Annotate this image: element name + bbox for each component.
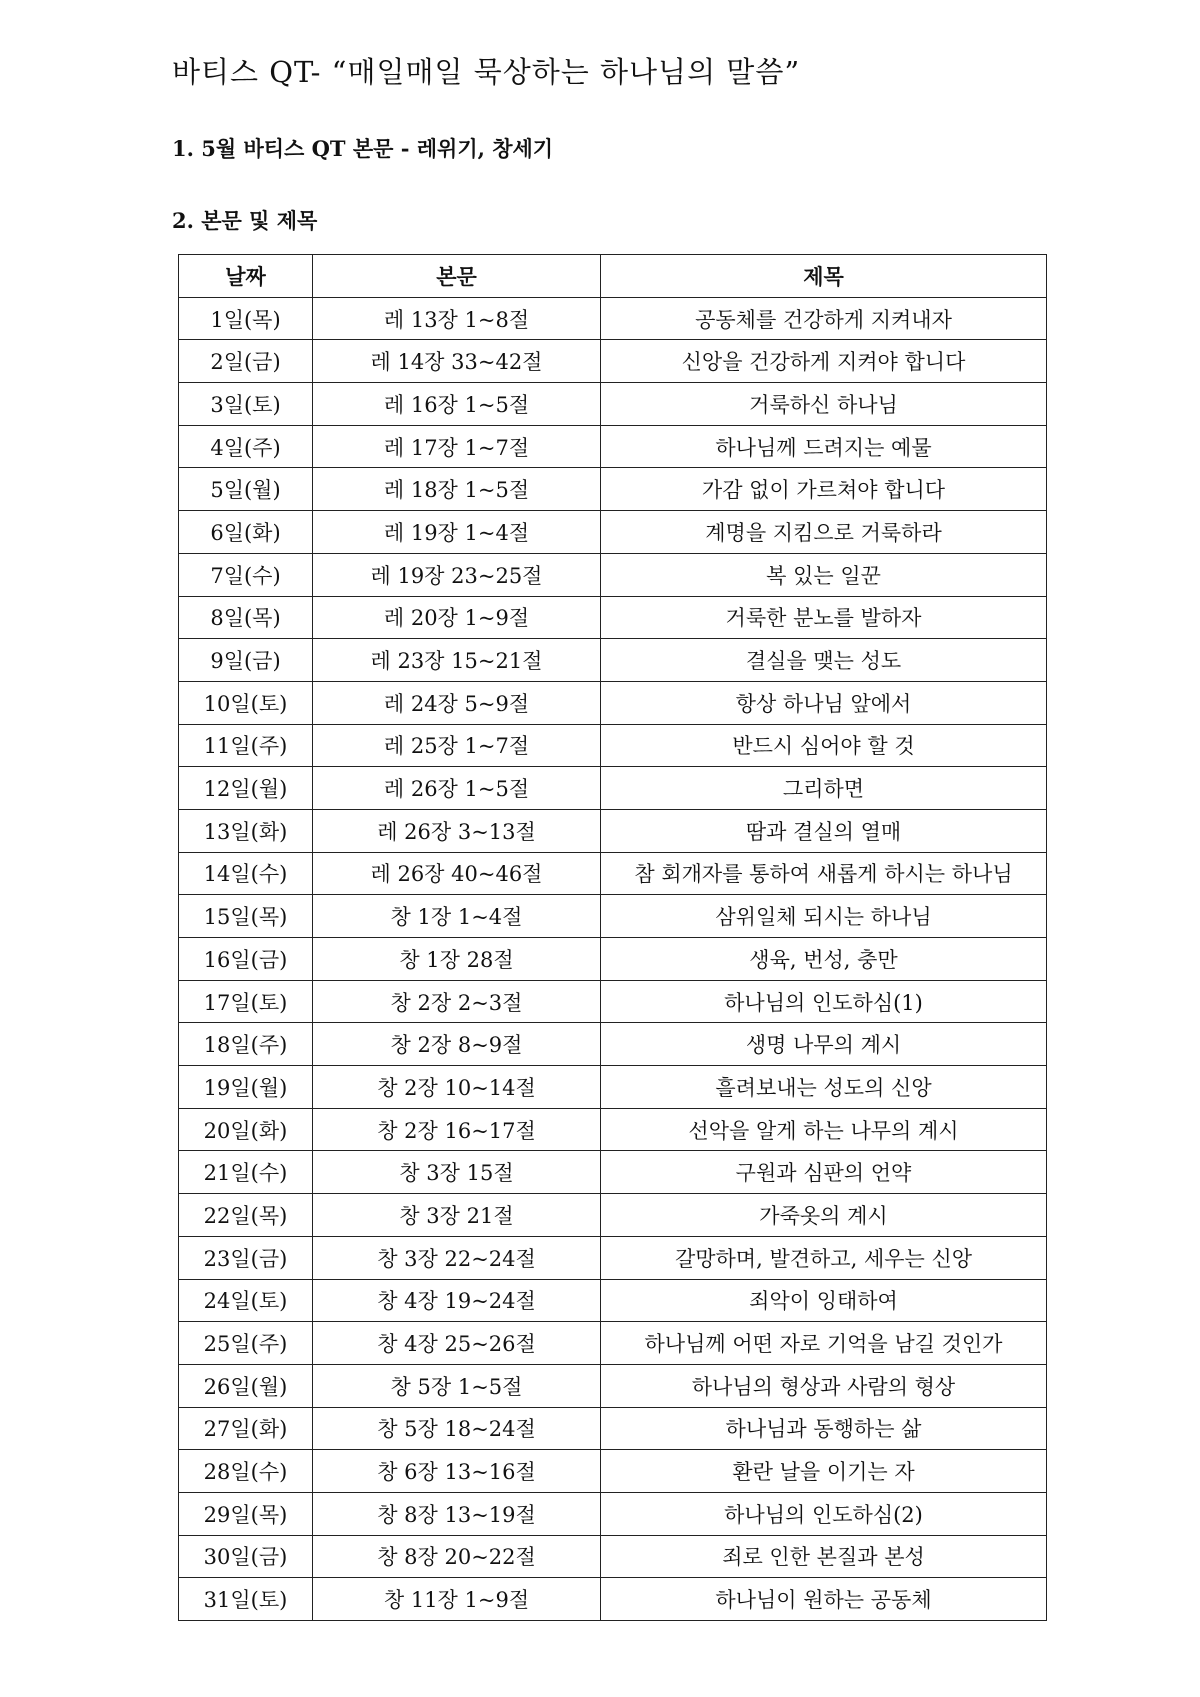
table-row	[179, 1194, 1047, 1237]
cell-title: 그리하면	[601, 767, 1047, 810]
cell-title: 구원과 심판의 언약	[601, 1151, 1047, 1194]
cell-passage: 창 3장 15절	[313, 1151, 601, 1194]
cell-passage: 레 18장 1~5절	[313, 468, 601, 511]
cell-passage: 창 2장 10~14절	[313, 1066, 601, 1109]
cell-passage: 레 13장 1~8절	[313, 297, 601, 340]
document-title: 바티스 QT- “매일매일 묵상하는 하나님의 말씀”	[172, 55, 801, 89]
cell-passage: 창 4장 25~26절	[313, 1322, 601, 1365]
table-row	[179, 468, 1047, 511]
cell-passage: 레 25장 1~7절	[313, 724, 601, 767]
cell-date: 19일(월)	[179, 1066, 313, 1109]
qt-schedule-table	[178, 254, 1047, 1621]
table-row	[179, 639, 1047, 682]
table-header-row	[179, 255, 1047, 298]
cell-date: 28일(수)	[179, 1450, 313, 1493]
table-row	[179, 1407, 1047, 1450]
table-row	[179, 724, 1047, 767]
cell-passage: 레 26장 40~46절	[313, 852, 601, 895]
cell-title: 삼위일체 되시는 하나님	[601, 895, 1047, 938]
cell-date: 20일(화)	[179, 1108, 313, 1151]
table-row	[179, 596, 1047, 639]
cell-passage: 창 11장 1~9절	[313, 1578, 601, 1621]
cell-date: 23일(금)	[179, 1236, 313, 1279]
cell-title: 결실을 맺는 성도	[601, 639, 1047, 682]
cell-title: 흘려보내는 성도의 신앙	[601, 1066, 1047, 1109]
table-row	[179, 767, 1047, 810]
table-row	[179, 383, 1047, 426]
table-row	[179, 553, 1047, 596]
section-1-heading: 1. 5월 바티스 QT 본문 - 레위기, 창세기	[172, 136, 554, 161]
cell-title: 계명을 지킴으로 거룩하라	[601, 511, 1047, 554]
cell-title: 거룩한 분노를 발하자	[601, 596, 1047, 639]
cell-passage: 레 26장 3~13절	[313, 809, 601, 852]
header-passage: 본문	[313, 255, 601, 298]
cell-passage: 창 8장 13~19절	[313, 1492, 601, 1535]
header-date: 날짜	[179, 255, 313, 298]
cell-date: 14일(수)	[179, 852, 313, 895]
cell-date: 21일(수)	[179, 1151, 313, 1194]
table-row	[179, 1151, 1047, 1194]
cell-title: 항상 하나님 앞에서	[601, 681, 1047, 724]
cell-date: 24일(토)	[179, 1279, 313, 1322]
cell-title: 땀과 결실의 열매	[601, 809, 1047, 852]
table-row	[179, 297, 1047, 340]
table-row	[179, 1450, 1047, 1493]
cell-title: 갈망하며, 발견하고, 세우는 신앙	[601, 1236, 1047, 1279]
cell-date: 8일(목)	[179, 596, 313, 639]
table-row	[179, 1066, 1047, 1109]
cell-passage: 레 19장 23~25절	[313, 553, 601, 596]
cell-passage: 레 23장 15~21절	[313, 639, 601, 682]
cell-title: 가감 없이 가르쳐야 합니다	[601, 468, 1047, 511]
cell-passage: 레 19장 1~4절	[313, 511, 601, 554]
table-row	[179, 895, 1047, 938]
cell-passage: 창 6장 13~16절	[313, 1450, 601, 1493]
cell-passage: 창 3장 22~24절	[313, 1236, 601, 1279]
cell-date: 17일(토)	[179, 980, 313, 1023]
cell-date: 1일(목)	[179, 297, 313, 340]
cell-title: 환란 날을 이기는 자	[601, 1450, 1047, 1493]
cell-date: 15일(목)	[179, 895, 313, 938]
cell-date: 27일(화)	[179, 1407, 313, 1450]
cell-passage: 레 26장 1~5절	[313, 767, 601, 810]
cell-title: 가죽옷의 계시	[601, 1194, 1047, 1237]
cell-date: 12일(월)	[179, 767, 313, 810]
cell-passage: 창 1장 28절	[313, 938, 601, 981]
table-row	[179, 1535, 1047, 1578]
table-row	[179, 340, 1047, 383]
cell-title: 복 있는 일꾼	[601, 553, 1047, 596]
table-row	[179, 1364, 1047, 1407]
cell-date: 4일(주)	[179, 425, 313, 468]
cell-title: 반드시 심어야 할 것	[601, 724, 1047, 767]
cell-passage: 레 17장 1~7절	[313, 425, 601, 468]
cell-date: 22일(목)	[179, 1194, 313, 1237]
table-row	[179, 980, 1047, 1023]
cell-title: 생명 나무의 계시	[601, 1023, 1047, 1066]
cell-title: 거룩하신 하나님	[601, 383, 1047, 426]
cell-date: 5일(월)	[179, 468, 313, 511]
header-title: 제목	[601, 255, 1047, 298]
table-row	[179, 1322, 1047, 1365]
table-row	[179, 681, 1047, 724]
cell-title: 선악을 알게 하는 나무의 계시	[601, 1108, 1047, 1151]
cell-passage: 창 5장 1~5절	[313, 1364, 601, 1407]
table-row	[179, 852, 1047, 895]
cell-title: 하나님과 동행하는 삶	[601, 1407, 1047, 1450]
cell-date: 16일(금)	[179, 938, 313, 981]
cell-date: 2일(금)	[179, 340, 313, 383]
cell-passage: 레 14장 33~42절	[313, 340, 601, 383]
cell-passage: 레 16장 1~5절	[313, 383, 601, 426]
cell-title: 하나님의 형상과 사람의 형상	[601, 1364, 1047, 1407]
cell-title: 하나님께 드려지는 예물	[601, 425, 1047, 468]
cell-date: 7일(수)	[179, 553, 313, 596]
cell-passage: 창 2장 2~3절	[313, 980, 601, 1023]
table-row	[179, 511, 1047, 554]
table-row	[179, 938, 1047, 981]
cell-date: 25일(주)	[179, 1322, 313, 1365]
cell-date: 18일(주)	[179, 1023, 313, 1066]
cell-date: 6일(화)	[179, 511, 313, 554]
cell-passage: 창 3장 21절	[313, 1194, 601, 1237]
cell-passage: 레 24장 5~9절	[313, 681, 601, 724]
cell-date: 31일(토)	[179, 1578, 313, 1621]
cell-date: 3일(토)	[179, 383, 313, 426]
table-row	[179, 1108, 1047, 1151]
cell-date: 13일(화)	[179, 809, 313, 852]
cell-title: 신앙을 건강하게 지켜야 합니다	[601, 340, 1047, 383]
cell-passage: 레 20장 1~9절	[313, 596, 601, 639]
table-row	[179, 1578, 1047, 1621]
cell-title: 죄악이 잉태하여	[601, 1279, 1047, 1322]
cell-title: 죄로 인한 본질과 본성	[601, 1535, 1047, 1578]
cell-title: 하나님이 원하는 공동체	[601, 1578, 1047, 1621]
cell-title: 공동체를 건강하게 지켜내자	[601, 297, 1047, 340]
table-row	[179, 809, 1047, 852]
cell-title: 하나님의 인도하심(1)	[601, 980, 1047, 1023]
cell-passage: 창 1장 1~4절	[313, 895, 601, 938]
table-row	[179, 1236, 1047, 1279]
table-row	[179, 1492, 1047, 1535]
cell-passage: 창 2장 8~9절	[313, 1023, 601, 1066]
cell-date: 9일(금)	[179, 639, 313, 682]
cell-date: 11일(주)	[179, 724, 313, 767]
table-row	[179, 1023, 1047, 1066]
cell-title: 참 회개자를 통하여 새롭게 하시는 하나님	[601, 852, 1047, 895]
cell-date: 29일(목)	[179, 1492, 313, 1535]
cell-passage: 창 4장 19~24절	[313, 1279, 601, 1322]
cell-title: 하나님의 인도하심(2)	[601, 1492, 1047, 1535]
table-row	[179, 425, 1047, 468]
section-2-heading: 2. 본문 및 제목	[172, 208, 318, 233]
cell-title: 생육, 번성, 충만	[601, 938, 1047, 981]
cell-passage: 창 2장 16~17절	[313, 1108, 601, 1151]
cell-date: 30일(금)	[179, 1535, 313, 1578]
cell-date: 10일(토)	[179, 681, 313, 724]
cell-date: 26일(월)	[179, 1364, 313, 1407]
table-row	[179, 1279, 1047, 1322]
cell-passage: 창 8장 20~22절	[313, 1535, 601, 1578]
cell-passage: 창 5장 18~24절	[313, 1407, 601, 1450]
cell-title: 하나님께 어떤 자로 기억을 남길 것인가	[601, 1322, 1047, 1365]
